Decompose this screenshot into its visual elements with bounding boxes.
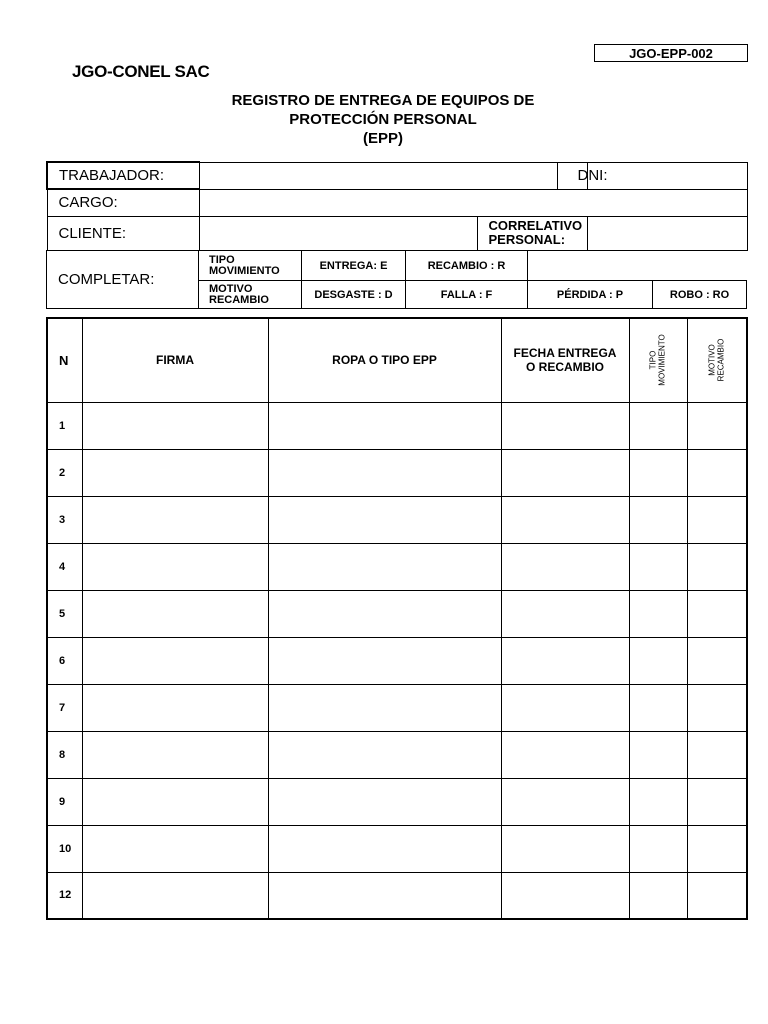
firma-cell[interactable] xyxy=(82,778,268,825)
motivo-cell[interactable] xyxy=(687,778,747,825)
fecha-cell[interactable] xyxy=(501,496,629,543)
tipo-cell[interactable] xyxy=(629,731,687,778)
company-logo: JGO-CONEL SAC xyxy=(72,62,210,81)
ropa-cell[interactable] xyxy=(268,825,501,872)
row-number: 8 xyxy=(47,731,82,778)
ropa-cell[interactable] xyxy=(268,543,501,590)
row-number: 7 xyxy=(47,684,82,731)
motivo-cell[interactable] xyxy=(687,731,747,778)
tipo-cell[interactable] xyxy=(629,590,687,637)
correlativo-field[interactable] xyxy=(587,216,747,250)
fecha-cell[interactable] xyxy=(501,449,629,496)
row-number: 10 xyxy=(47,825,82,872)
table-row xyxy=(47,449,747,496)
table-row xyxy=(47,684,747,731)
epp-register-table xyxy=(46,317,748,920)
fecha-cell[interactable] xyxy=(501,778,629,825)
title-line-1: REGISTRO DE ENTREGA DE EQUIPOS DE xyxy=(231,92,535,109)
fecha-cell[interactable] xyxy=(501,590,629,637)
tipo-line-1: TIPO xyxy=(209,253,235,266)
row-number: 2 xyxy=(47,449,82,496)
table-row xyxy=(47,872,747,919)
col-ropa-header: ROPA O TIPO EPP xyxy=(268,318,501,402)
motivo-cell[interactable] xyxy=(687,543,747,590)
tipo-cell[interactable] xyxy=(629,778,687,825)
row-number: 4 xyxy=(47,543,82,590)
desgaste-option: DESGASTE : D xyxy=(302,281,406,309)
motivo-vertical-label xyxy=(708,338,726,381)
motivo-cell[interactable] xyxy=(687,825,747,872)
motivo-line-2: RECAMBIO xyxy=(209,293,269,306)
trabajador-field[interactable] xyxy=(199,162,557,189)
falla-option: FALLA : F xyxy=(406,281,528,309)
fecha-line-2: O RECAMBIO xyxy=(526,360,604,375)
col-firma-header: FIRMA xyxy=(82,318,268,402)
tipo-vertical-label xyxy=(649,334,667,385)
cargo-field[interactable] xyxy=(199,189,747,216)
table-row xyxy=(47,731,747,778)
firma-cell[interactable] xyxy=(82,449,268,496)
recambio-option: RECAMBIO : R xyxy=(406,251,528,281)
table-row xyxy=(47,637,747,684)
ropa-cell[interactable] xyxy=(268,684,501,731)
ropa-cell[interactable] xyxy=(268,778,501,825)
tipo-cell[interactable] xyxy=(629,637,687,684)
ropa-cell[interactable] xyxy=(268,590,501,637)
cargo-label: CARGO: xyxy=(47,189,199,216)
tipo-movimiento-label xyxy=(199,251,302,281)
fecha-cell[interactable] xyxy=(501,825,629,872)
tipo-h-line-1: TIPO xyxy=(648,350,658,370)
motivo-cell[interactable] xyxy=(687,449,747,496)
firma-cell[interactable] xyxy=(82,825,268,872)
table-row xyxy=(47,825,747,872)
motivo-line-1: MOTIVO xyxy=(209,282,253,295)
table-header-row xyxy=(47,318,747,402)
completar-label: COMPLETAR: xyxy=(47,251,199,309)
perdida-option: PÉRDIDA : P xyxy=(528,281,653,309)
completar-table xyxy=(46,250,747,309)
entrega-option: ENTREGA: E xyxy=(302,251,406,281)
table-row xyxy=(47,590,747,637)
motivo-cell[interactable] xyxy=(687,872,747,919)
blank-cell xyxy=(528,251,747,281)
dni-label: DNI: xyxy=(557,162,587,189)
tipo-cell[interactable] xyxy=(629,496,687,543)
row-number: 12 xyxy=(47,872,82,919)
row-number: 5 xyxy=(47,590,82,637)
ropa-cell[interactable] xyxy=(268,496,501,543)
worker-info-table xyxy=(46,161,748,251)
trabajador-label: TRABAJADOR: xyxy=(47,162,199,189)
tipo-cell[interactable] xyxy=(629,543,687,590)
fecha-cell[interactable] xyxy=(501,637,629,684)
table-row xyxy=(47,496,747,543)
tipo-cell[interactable] xyxy=(629,872,687,919)
motivo-cell[interactable] xyxy=(687,637,747,684)
motivo-cell[interactable] xyxy=(687,496,747,543)
fecha-cell[interactable] xyxy=(501,543,629,590)
tipo-cell[interactable] xyxy=(629,402,687,449)
correlativo-line-1: CORRELATIVO xyxy=(488,218,583,233)
motivo-h-line-2: RECAMBIO xyxy=(716,338,726,382)
motivo-cell[interactable] xyxy=(687,684,747,731)
col-tipo-header xyxy=(629,318,687,402)
tipo-cell[interactable] xyxy=(629,449,687,496)
firma-cell[interactable] xyxy=(82,496,268,543)
title-line-2: PROTECCIÓN PERSONAL xyxy=(289,111,477,128)
ropa-cell[interactable] xyxy=(268,872,501,919)
table-row xyxy=(47,543,747,590)
ropa-cell[interactable] xyxy=(268,637,501,684)
tipo-cell[interactable] xyxy=(629,825,687,872)
motivo-recambio-label xyxy=(199,281,302,309)
row-number: 3 xyxy=(47,496,82,543)
document-code: JGO-EPP-002 xyxy=(594,44,748,62)
row-number: 6 xyxy=(47,637,82,684)
fecha-cell[interactable] xyxy=(501,684,629,731)
firma-cell[interactable] xyxy=(82,543,268,590)
firma-cell[interactable] xyxy=(82,637,268,684)
table-row xyxy=(47,778,747,825)
document-title xyxy=(150,91,616,148)
ropa-cell[interactable] xyxy=(268,731,501,778)
cliente-field[interactable] xyxy=(199,216,477,250)
fecha-cell[interactable] xyxy=(501,402,629,449)
fecha-line-1: FECHA ENTREGA xyxy=(513,346,617,361)
col-fecha-header xyxy=(501,318,629,402)
ropa-cell[interactable] xyxy=(268,402,501,449)
firma-cell[interactable] xyxy=(82,731,268,778)
col-n-header: N xyxy=(47,318,82,402)
tipo-line-2: MOVIMIENTO xyxy=(209,264,280,277)
robo-option: ROBO : RO xyxy=(653,281,747,309)
dni-field[interactable] xyxy=(587,162,747,189)
row-number: 9 xyxy=(47,778,82,825)
correlativo-label xyxy=(477,216,587,250)
col-motivo-header xyxy=(687,318,747,402)
ropa-cell[interactable] xyxy=(268,449,501,496)
correlativo-line-2: PERSONAL: xyxy=(488,232,566,247)
motivo-cell[interactable] xyxy=(687,402,747,449)
title-line-3: (EPP) xyxy=(362,130,403,147)
table-row xyxy=(47,402,747,449)
firma-cell[interactable] xyxy=(82,402,268,449)
fecha-cell[interactable] xyxy=(501,872,629,919)
firma-cell[interactable] xyxy=(82,590,268,637)
motivo-h-line-1: MOTIVO xyxy=(707,343,717,376)
tipo-h-line-2: MOVIMIENTO xyxy=(657,334,667,386)
firma-cell[interactable] xyxy=(82,872,268,919)
row-number: 1 xyxy=(47,402,82,449)
firma-cell[interactable] xyxy=(82,684,268,731)
motivo-cell[interactable] xyxy=(687,590,747,637)
cliente-label: CLIENTE: xyxy=(47,216,199,250)
fecha-cell[interactable] xyxy=(501,731,629,778)
tipo-cell[interactable] xyxy=(629,684,687,731)
